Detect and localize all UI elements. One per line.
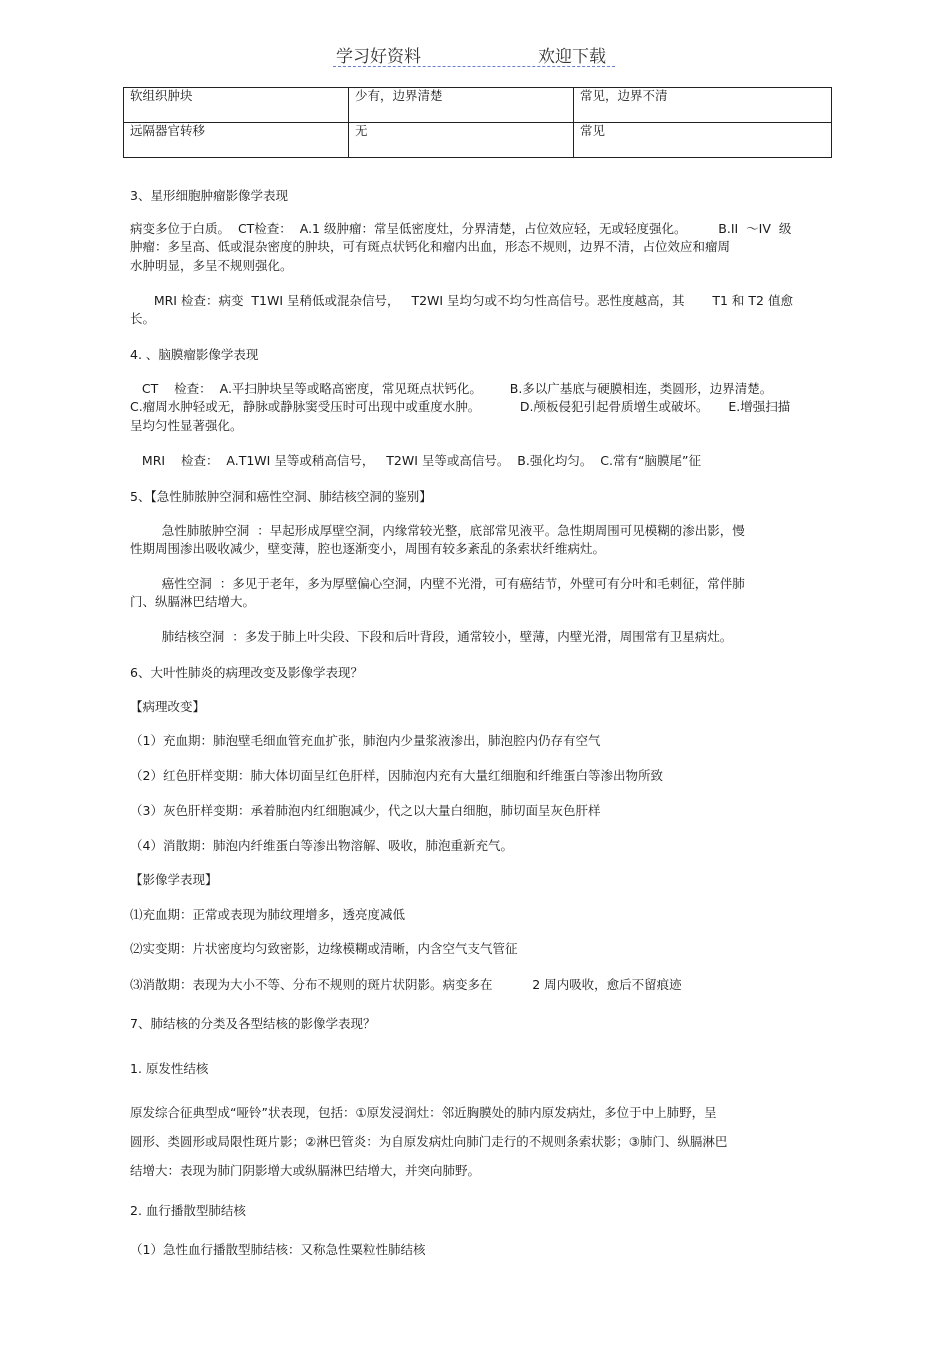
text-line: 长。 bbox=[130, 311, 156, 326]
text-line: 5、【急性肺脓肿空洞和癌性空洞、肺结核空洞的鉴别】 bbox=[130, 489, 432, 504]
table-cell: 常见 bbox=[574, 123, 832, 158]
table-cell: 常见，边界不清 bbox=[574, 88, 832, 123]
text-line: MRI 检查：病变 T1WI 呈稍低或混杂信号， T2WI 呈均匀或不均匀性高信号。恶性度越高，其 T1 和 T2 值愈 bbox=[130, 293, 793, 308]
text-line: 2. 血行播散型肺结核 bbox=[130, 1203, 246, 1218]
text-line: 7、肺结核的分类及各型结核的影像学表现？ bbox=[130, 1016, 376, 1031]
text-line: （3）灰色肝样变期：承着肺泡内红细胞减少，代之以大量白细胞，肺切面呈灰色肝样 bbox=[130, 803, 601, 818]
text-line: CT 检查： A.平扫肿块呈等或略高密度，常见斑点状钙化。 B.多以广基底与硬膜相连，类圆形，边界清楚。 bbox=[130, 381, 773, 396]
text-line: （1）充血期：肺泡壁毛细血管充血扩张，肺泡内少量浆液渗出，肺泡腔内仍存有空气 bbox=[130, 733, 601, 748]
text-line: 4. 、脑膜瘤影像学表现 bbox=[130, 347, 259, 362]
text-line: 6、大叶性肺炎的病理改变及影像学表现？ bbox=[130, 665, 363, 680]
text-line: 【病理改变】 bbox=[130, 699, 206, 714]
text-line: 【影像学表现】 bbox=[130, 872, 218, 887]
text-line: MRI 检查： A.T1WI 呈等或稍高信号， T2WI 呈等或高信号。 B.强化均匀。 C.常有“脑膜尾”征 bbox=[130, 453, 701, 468]
text-line: 性期周围渗出吸收减少，壁变薄，腔也逐渐变小，周围有较多紊乱的条索状纤维病灶。 bbox=[130, 541, 606, 556]
text-line: 水肿明显，多呈不规则强化。 bbox=[130, 258, 293, 273]
table-cell: 无 bbox=[349, 123, 574, 158]
text-line: 原发综合征典型成“哑铃”状表现，包括：①原发浸润灶：邻近胸膜处的肺内原发病灶，多位于中上肺野，呈 bbox=[130, 1105, 717, 1120]
text-line: 呈均匀性显著强化。 bbox=[130, 418, 243, 433]
header-left-text: 学习好资料 bbox=[336, 47, 421, 67]
text-line: ⑶消散期：表现为大小不等、分布不规则的斑片状阴影。病变多在 2 周内吸收，愈后不留痕迹 bbox=[130, 977, 682, 992]
text-line: 急性肺脓肿空洞 ：早起形成厚壁空洞，内缘常较光整，底部常见液平。急性期周围可见模糊的渗出影，慢 bbox=[130, 523, 745, 538]
text-line: ⑴充血期：正常或表现为肺纹理增多，透亮度减低 bbox=[130, 907, 406, 922]
table-row bbox=[124, 123, 832, 158]
text-line: 门、纵膈淋巴结增大。 bbox=[130, 594, 256, 609]
page-header bbox=[333, 42, 615, 67]
header-right-text: 欢迎下载 bbox=[538, 47, 606, 67]
table-cell: 少有，边界清楚 bbox=[349, 88, 574, 123]
table-row bbox=[124, 88, 832, 123]
text-line: 3、星形细胞肿瘤影像学表现 bbox=[130, 188, 288, 203]
text-line: 圆形、类圆形或局限性斑片影；②淋巴管炎：为自原发病灶向肺门走行的不规则条索状影；③肺门、纵膈淋巴 bbox=[130, 1134, 728, 1149]
text-line: 癌性空洞 ：多见于老年，多为厚壁偏心空洞，内壁不光滑，可有癌结节，外壁可有分叶和毛刺征，常伴肺 bbox=[130, 576, 745, 591]
text-line: （2）红色肝样变期：肺大体切面呈红色肝样，因肺泡内充有大量红细胞和纤维蛋白等渗出物所致 bbox=[130, 768, 663, 783]
text-line: 结增大：表现为肺门阴影增大或纵膈淋巴结增大，并突向肺野。 bbox=[130, 1163, 481, 1178]
text-line: C.瘤周水肿轻或无，静脉或静脉窦受压时可出现中或重度水肿。 D.颅板侵犯引起骨质增生或破坏。 E.增强扫描 bbox=[130, 399, 791, 414]
text-line: （1）急性血行播散型肺结核：又称急性粟粒性肺结核 bbox=[130, 1242, 426, 1257]
comparison-table bbox=[123, 87, 832, 158]
text-line: （4）消散期：肺泡内纤维蛋白等渗出物溶解、吸收，肺泡重新充气。 bbox=[130, 838, 513, 853]
text-line: 病变多位于白质。 CT检查： A.1 级肿瘤：常呈低密度灶，分界清楚，占位效应轻，无或轻度强化。 B.II ～IV 级 bbox=[130, 221, 792, 236]
text-line: 肿瘤：多呈高、低或混杂密度的肿块，可有斑点状钙化和瘤内出血，形态不规则，边界不清，占位效应和瘤周 bbox=[130, 239, 731, 254]
table-cell: 软组织肿块 bbox=[124, 88, 349, 123]
text-line: 肺结核空洞 ：多发于肺上叶尖段、下段和后叶背段，通常较小，壁薄，内壁光滑，周围常有卫星病灶。 bbox=[130, 629, 733, 644]
text-line: ⑵实变期：片状密度均匀致密影，边缘模糊或清晰，内含空气支气管征 bbox=[130, 941, 518, 956]
table-cell: 远隔器官转移 bbox=[124, 123, 349, 158]
text-line: 1. 原发性结核 bbox=[130, 1061, 209, 1076]
